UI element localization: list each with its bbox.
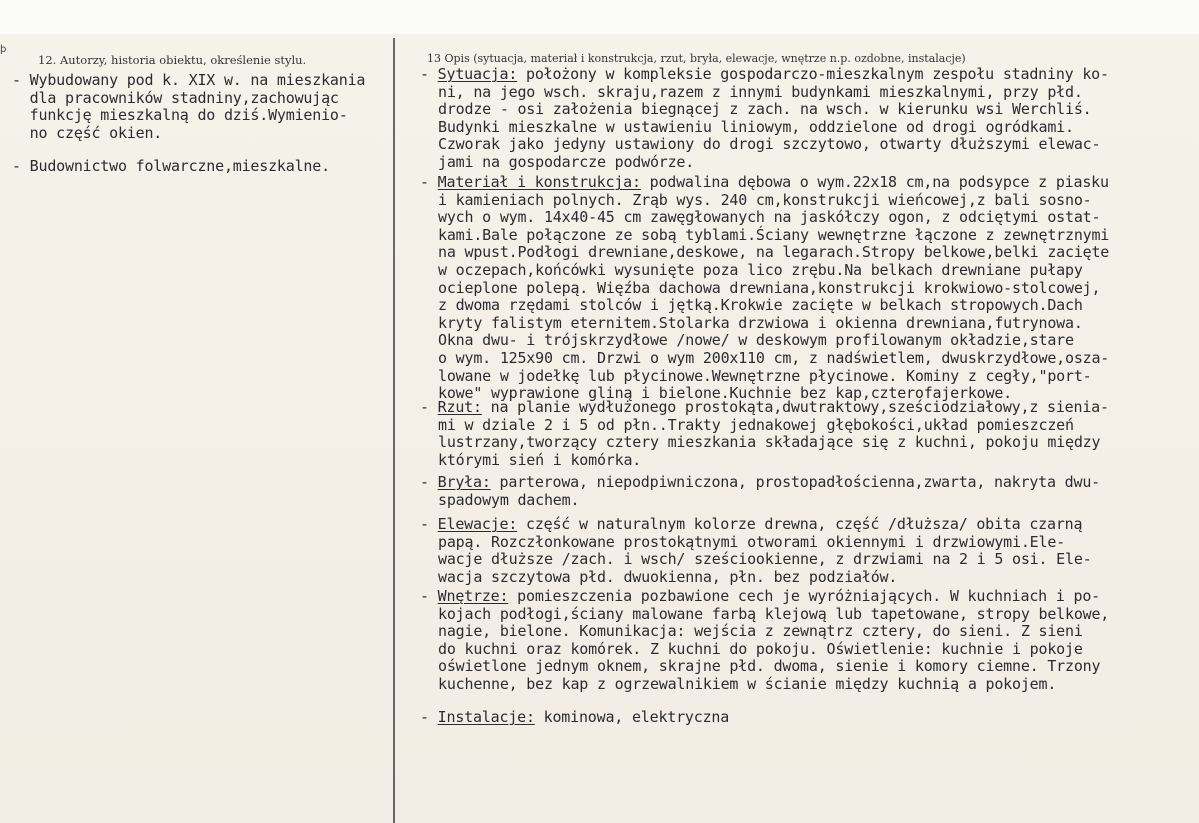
history-entry: - Wybudowany pod k. XIX w. na mieszkania dla pracowników stadniny,zachowując funkcję mieszkalną do dziś.Wymienio- no część okien. bbox=[12, 71, 366, 142]
dash-marker: - bbox=[420, 173, 438, 191]
column-divider bbox=[393, 38, 395, 823]
section-installations bbox=[420, 709, 729, 727]
section-material bbox=[420, 174, 1109, 403]
section-label: Bryła: bbox=[437, 473, 491, 491]
style-entry: - Budownictwo folwarczne,mieszkalne. bbox=[12, 157, 330, 175]
section-label: Materiał i konstrukcja: bbox=[437, 173, 641, 191]
section-first-line: część w naturalnym kolorze drewna, część /dłuższa/ obita czarną bbox=[517, 515, 1083, 533]
section-body: spadowym dachem. bbox=[438, 490, 580, 509]
dash-marker: - bbox=[420, 398, 438, 416]
dash-marker: - bbox=[420, 65, 438, 83]
section-first-line: podwalina dębowa o wym.22x18 cm,na podsypce z piasku bbox=[640, 173, 1109, 191]
top-margin bbox=[0, 0, 1199, 34]
dash-marker: - bbox=[420, 473, 438, 491]
section-body: i kamieniach polnych. Zrąb wys. 240 cm,konstrukcji wieńcowej,z bali sosno- wych o wym. 14x40-45 cm zawęgłowanych na jaskółczy ogon, z odciętymi ostat- kami.Bale połączone ze sobą tyblami.Ściany wewnętrzne łączone z zewnętrznymi na wpust.Podłogi drewniane,deskowe, na legarach.Stropy belkowe,belki zacięte w oczepach,końcówki wysunięte poza lico zrębu.Na belkach drewniane pułapy ocieplone polepą. Więźba dachowa drewniana,konstrukcji krokwiowo-stolcowej, z dwoma rzędami stolców i jętką.Krokwie zacięte w belkach stropowych.Dach kryty falistym eternitem.Stolarka drzwiowa i okienna drewniana,futrynowa. Okna dwu- i trójskrzydłowe /nowe/ w deskowym profilowanym okładzie,stare o wym. 125x90 cm. Drzwi o wym 200x110 cm, z nadświetlem, dwuskrzydłowe,osza- lowane w jodełkę lub płycinowe.Wewnętrzne płycinowe. Kominy z cegły,"port- kowe" wyprawione gliną i bielone.Kuchnie bez kap,czterofajerkowe. bbox=[438, 190, 1110, 403]
dash-marker: - bbox=[420, 515, 438, 533]
section-label: Rzut: bbox=[437, 398, 482, 416]
section-label: Wnętrze: bbox=[437, 587, 509, 605]
section-body: papą. Rozczłonkowane prostokątnymi otworami okiennymi i drzwiowymi.Ele- wacje dłuższe /zach. i wsch/ sześciookienne, z drzwiami na 2 i 5 osi. Ele- wacja szczytowa płd. dwuokienna, płn. bez podziałów. bbox=[438, 532, 1092, 586]
dash-marker: - bbox=[420, 587, 438, 605]
section-elevations bbox=[420, 516, 1091, 586]
section-label: Instalacje: bbox=[437, 708, 535, 726]
column-12-header: 12. Autorzy, historia obiektu, określenie stylu. bbox=[38, 53, 307, 67]
section-situation bbox=[420, 66, 1109, 172]
column-13-header: 13 Opis (sytuacja, materiał i konstrukcja, rzut, bryła, elewacje, wnętrze n.p. ozdobne, instalacje) bbox=[427, 52, 966, 65]
section-first-line: parterowa, niepodpiwniczona, prostopadłościenna,zwarta, nakryta dwu- bbox=[490, 473, 1100, 491]
section-body: kojach podłogi,ściany malowane farbą klejową lub tapetowane, stropy belkowe, nagie, bielone. Komunikacja: wejścia z zewnątrz cztery, do sieni. Z sieni do kuchni oraz komórek. Z kuchni do pokoju. Oświetlenie: kuchnie i pokoje oświetlone jednym oknem, skrajne płd. dwoma, sienie i komory ciemne. Trzony kuchenne, bez kap z ogrzewalnikiem w ścianie między kuchnią a pokojem. bbox=[438, 604, 1110, 693]
section-body: mi w dziale 2 i 5 od płn..Trakty jednakowej głębokości,układ pomieszczeń lustrzany,tworzący cztery mieszkania składające się z kuchni, pokoju między którymi sień i komórka. bbox=[438, 415, 1101, 469]
section-label: Elewacje: bbox=[437, 515, 518, 533]
dash-marker: - bbox=[420, 708, 438, 726]
section-body: ni, na jego wsch. skraju,razem z innymi budynkami mieszkalnymi, przy płd. drodze - osi założenia biegnącej z zach. na wsch. w kierunku wsi Werchliś. Budynki mieszkalne w ustawieniu liniowym, oddzielone od drogi ogródkami. Czworak jako jedyny ustawiony do drogi szczytowo, otwarty dłuższymi elewac- jami na gospodarcze podwórze. bbox=[438, 82, 1101, 171]
section-label: Sytuacja: bbox=[437, 65, 518, 83]
section-first-line: pomieszczenia pozbawione cech je wyróżniających. W kuchniach i po- bbox=[508, 587, 1100, 605]
section-first-line: na planie wydłużonego prostokąta,dwutraktowy,sześciodziałowy,z sienia- bbox=[481, 398, 1109, 416]
section-first-line: kominowa, elektryczna bbox=[534, 708, 730, 726]
page-marker: þ bbox=[0, 44, 7, 55]
section-mass bbox=[420, 474, 1100, 509]
section-interior bbox=[420, 588, 1109, 694]
section-first-line: położony w kompleksie gospodarczo-mieszkalnym zespołu stadniny ko- bbox=[517, 65, 1109, 83]
section-plan bbox=[420, 399, 1109, 469]
